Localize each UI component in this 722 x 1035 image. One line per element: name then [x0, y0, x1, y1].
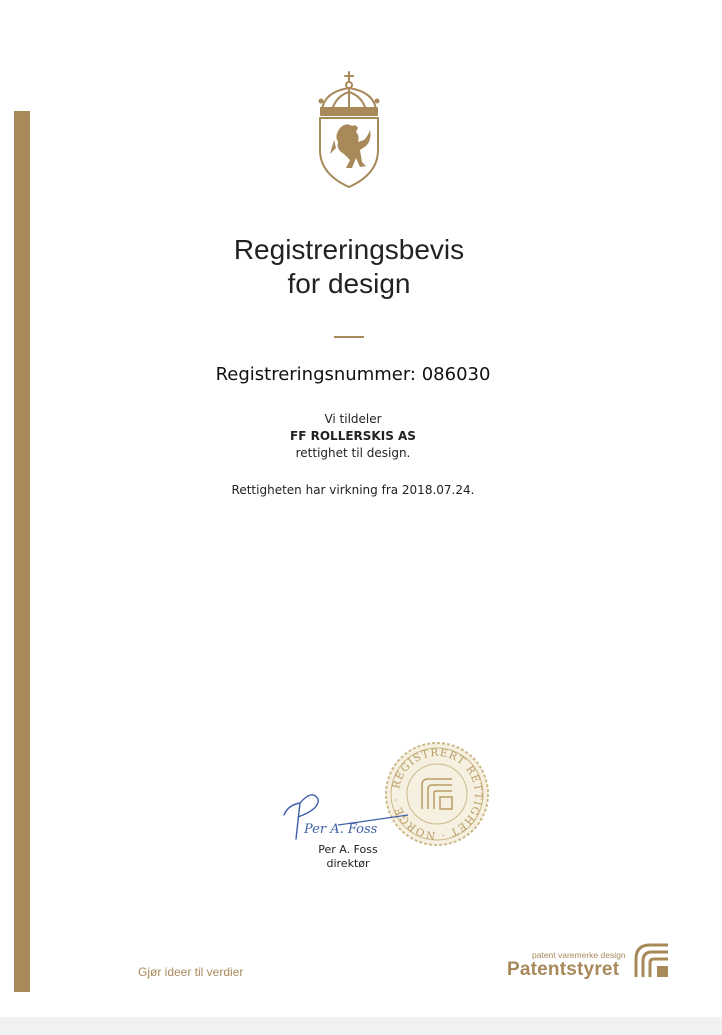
signatory-name: Per A. Foss — [318, 843, 378, 856]
patentstyret-logo-icon — [632, 941, 670, 979]
handwritten-signature — [278, 785, 418, 845]
right-holder: FF ROLLERSKIS AS — [290, 429, 416, 443]
norwegian-coat-of-arms-icon — [312, 70, 386, 190]
grant-intro: Vi tildeler — [324, 412, 382, 426]
title-line-2: for design — [287, 268, 411, 299]
grant-outro: rettighet til design. — [295, 446, 411, 460]
brand-name: Patentstyret — [507, 959, 620, 980]
signatory-title: direktør — [326, 857, 370, 870]
seal-text: REGISTRERT RETTIGHET · NORGE · — [390, 746, 485, 842]
registration-number: Registreringsnummer: 086030 — [215, 364, 491, 385]
grant-block — [0, 411, 706, 462]
signatory — [290, 843, 406, 871]
gold-divider — [334, 336, 364, 338]
certificate-title — [0, 233, 698, 301]
footer-slogan: Gjør ideer til verdier — [138, 965, 244, 979]
brand-tagline: patent varemerke design — [532, 950, 626, 960]
signature-script: Per A. Foss — [304, 822, 378, 837]
title-line-1: Registreringsbevis — [233, 234, 465, 265]
effective-date: Rettigheten har virkning fra 2018.07.24. — [231, 483, 475, 497]
bottom-strip — [0, 1017, 722, 1035]
